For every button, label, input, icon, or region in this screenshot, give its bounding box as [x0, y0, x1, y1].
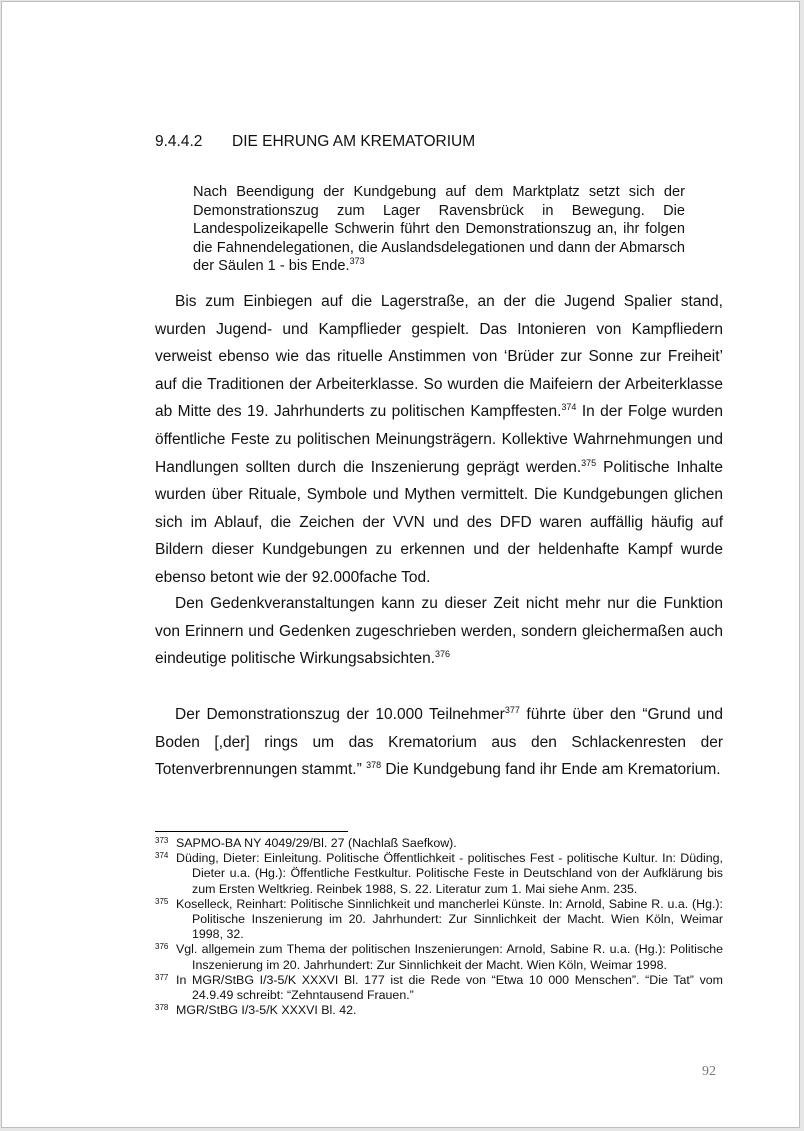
footnote-text: Koselleck, Reinhart: Politische Sinnlichkeit und mancherlei Künste. In: Arnold, Sabine R. u.a. (Hg.): Politische Inszenierung im 20. Jahrhundert: Zur Sinnlichkeit der Macht. Wien Köln, Weimar 1998, 32.	[176, 896, 723, 942]
footnote-ref[interactable]: 374	[561, 402, 577, 413]
footnotes	[155, 836, 723, 1018]
document-page	[1, 1, 800, 1128]
paragraph-text: führte über den “Grund und Boden [,der] rings um das Krematorium aus den Schlackenresten der Totenverbrennungen stammt.”	[155, 706, 723, 779]
footnote	[155, 851, 723, 897]
section-heading	[155, 133, 475, 151]
paragraph-text: Bis zum Einbiegen auf die Lagerstraße, an der die Jugend Spalier stand, wurden Jugend- und Kampflieder gespielt. Das Intonieren von Kampfliedern verweist ebenso wie das rituelle Anstimmen von ‘Brüder zur Sonne zur Freiheit’ auf die Traditionen der Arbeiterklasse. So wurden die Maifeiern der Arbeiterklasse ab Mitte des 19. Jahrhunderts zu politischen Kampffesten.	[155, 293, 723, 421]
paragraph-text: Die Kundgebung fand ihr Ende am Krematorium.	[381, 761, 721, 779]
paragraph-text: Den Gedenkveranstaltungen kann zu dieser Zeit nicht mehr nur die Funktion von Erinnern und Gedenken zugeschrieben werden, sondern gleichermaßen auch eindeutige politische Wirkungsabsichten.	[155, 595, 723, 668]
footnote-ref[interactable]: 378	[366, 760, 382, 771]
footnote-text: Vgl. allgemein zum Thema der politischen Inszenierungen: Arnold, Sabine R. u.a. (Hg.): Politische Inszenierung im 20. Jahrhundert: Zur Sinnlichkeit der Macht. Wien Köln, Weimar 1998.	[176, 942, 723, 972]
footnote-number: 374	[155, 851, 169, 861]
body-paragraph-3	[155, 701, 723, 784]
page-number: 92	[702, 1064, 716, 1079]
footnote-text: In MGR/StBG I/3-5/K XXXVI Bl. 177 ist die Rede von “Etwa 10 000 Menschen”. “Die Tat” vom 24.9.49 schreibt: “Zehntausend Frauen.”	[176, 972, 723, 1003]
section-title: DIE EHRUNG AM KREMATORIUM	[232, 133, 476, 150]
footnote	[155, 836, 723, 851]
footnote	[155, 1003, 723, 1018]
footnote-number: 377	[155, 972, 169, 982]
footnote-text: Düding, Dieter: Einleitung. Politische Öffentlichkeit - politisches Fest - politische Kultur. In: Düding, Dieter u.a. (Hg.): Öffentliche Festkultur. Politische Feste in Deutschland von der Aufklärung bis zum Ersten Weltkrieg. Reinbek 1988, S. 22. Literatur zum 1. Mai siehe Anm. 235.	[176, 851, 723, 896]
footnote	[155, 897, 723, 943]
footnote	[155, 973, 723, 1003]
footnote-number: 376	[155, 942, 169, 952]
block-quote	[193, 183, 685, 276]
paragraph-text: Politische Inhalte wurden über Rituale, Symbole und Mythen vermittelt. Die Kundgebungen glichen sich im Ablauf, die Zeichen der VVN und des DFD waren auffällig häufig auf Bildern dieser Kundgebungen zu erkennen und der heldenhafte Kampf wurde ebenso betont wie der 92.000fache Tod.	[155, 458, 723, 586]
paragraph-text: Der Demonstrationszug der 10.000 Teilnehmer	[175, 706, 505, 723]
footnote-number: 373	[155, 836, 169, 845]
footnote-ref[interactable]: 373	[349, 256, 365, 267]
paragraph-text: In der Folge wurden öffentliche Feste zu politischen Meinungsträgern. Kollektive Wahrnehmungen und Handlungen sollten durch die Inszenierung geprägt werden.	[155, 403, 724, 476]
footnote	[155, 942, 723, 972]
body-paragraph-1	[155, 288, 723, 592]
quote-text: Nach Beendigung der Kundgebung auf dem Marktplatz setzt sich der Demonstrationszug zum Lager Ravensbrück in Bewegung. Die Landespolizeikapelle Schwerin führt den Demonstrationszug an, ihr folgen die Fahnendelegationen, die Auslandsdelegationen und dann der Abmarsch der Säulen 1 - bis Ende.	[193, 184, 685, 275]
footnote-number: 378	[155, 1003, 169, 1013]
body-paragraph-2	[155, 590, 723, 673]
footnote-text: MGR/StBG I/3-5/K XXXVI Bl. 42.	[176, 1003, 357, 1018]
footnote-ref[interactable]: 375	[581, 457, 597, 468]
footnote-ref[interactable]: 377	[504, 705, 520, 715]
footnote-text: SAPMO-BA NY 4049/29/Bl. 27 (Nachlaß Saefkow).	[176, 836, 457, 850]
footnote-separator	[155, 831, 348, 832]
footnote-number: 375	[155, 896, 169, 906]
footnote-ref[interactable]: 376	[435, 649, 451, 660]
section-number: 9.4.4.2	[155, 133, 203, 150]
